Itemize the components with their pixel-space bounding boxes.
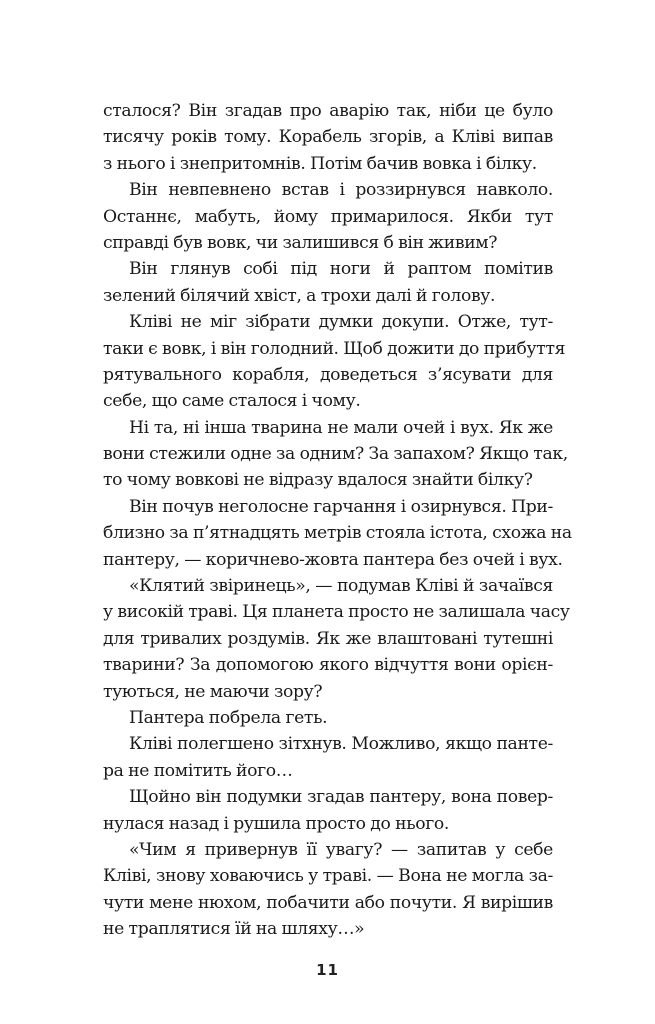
text-line: Він глянув собі під ноги й раптом помітив xyxy=(129,259,553,280)
text-line: ра не помітить його… xyxy=(103,760,293,781)
text-line: Ні та, ні інша тварина не мали очей і вух. Як же xyxy=(129,417,553,438)
text-line: Він невпевнено встав і роззирнувся навколо. xyxy=(129,180,553,201)
text-line: тварини? За допомогою якого відчуття вони орієн- xyxy=(103,655,553,676)
text-line: Кліві не міг зібрати думки докупи. Отже, тут- xyxy=(129,312,553,333)
text-line: не траплятися їй на шляху…» xyxy=(103,919,365,940)
text-line: то чому вовкові не відразу вдалося знайти білку? xyxy=(103,470,533,491)
text-line: Він почув неголосне гарчання і озирнувся. При- xyxy=(129,496,553,517)
text-line: Кліві полегшено зітхнув. Можливо, якщо панте- xyxy=(129,734,553,755)
text-line: зелений білячий хвіст, а трохи далі й голову. xyxy=(103,285,496,306)
text-line: рятувального корабля, доведеться з’ясувати для xyxy=(103,364,553,385)
text-line: «Клятий звіринець», — подумав Кліві й зачаївся xyxy=(129,576,553,597)
text-line: пантеру, — коричнево-жовта пантера без очей і вух. xyxy=(103,549,563,570)
text-line: у високій траві. Ця планета просто не залишала часу xyxy=(103,602,570,623)
text-line: Останнє, мабуть, йому примарилося. Якби тут xyxy=(103,206,553,227)
text-line: сталося? Він згадав про аварію так, ніби це було xyxy=(103,101,553,121)
text-line: Щойно він подумки згадав пантеру, вона повер- xyxy=(129,787,553,808)
text-line: Кліві, знову ховаючись у траві. — Вона не могла за- xyxy=(103,866,553,887)
text-line: близно за п’ятнадцять метрів стояла істота, схожа на xyxy=(103,523,572,544)
text-line: вони стежили одне за одним? За запахом? Якщо так, xyxy=(103,444,568,465)
text-line: таки є вовк, і він голодний. Щоб дожити до прибуття xyxy=(103,338,566,359)
body-text xyxy=(103,98,572,943)
text-line: Пантера побрела геть. xyxy=(129,707,328,728)
text-line: справді був вовк, чи залишився б він живим? xyxy=(103,232,498,253)
text-line: себе, що саме сталося і чому. xyxy=(103,391,361,412)
text-line: з нього і знепритомнів. Потім бачив вовка і білку. xyxy=(103,153,537,174)
text-line: туються, не маючи зору? xyxy=(103,681,323,702)
text-line: чути мене нюхом, побачити або почути. Я вирішив xyxy=(103,892,553,913)
page-number: 11 xyxy=(316,961,339,979)
text-line: «Чим я привернув її увагу? — запитав у себе xyxy=(129,839,553,860)
text-line: для тривалих роздумів. Як же влаштовані тутешні xyxy=(103,628,553,649)
text-line: нулася назад і рушила просто до нього. xyxy=(103,813,449,834)
text-line: тисячу років тому. Корабель згорів, а Кліві випав xyxy=(103,127,553,148)
